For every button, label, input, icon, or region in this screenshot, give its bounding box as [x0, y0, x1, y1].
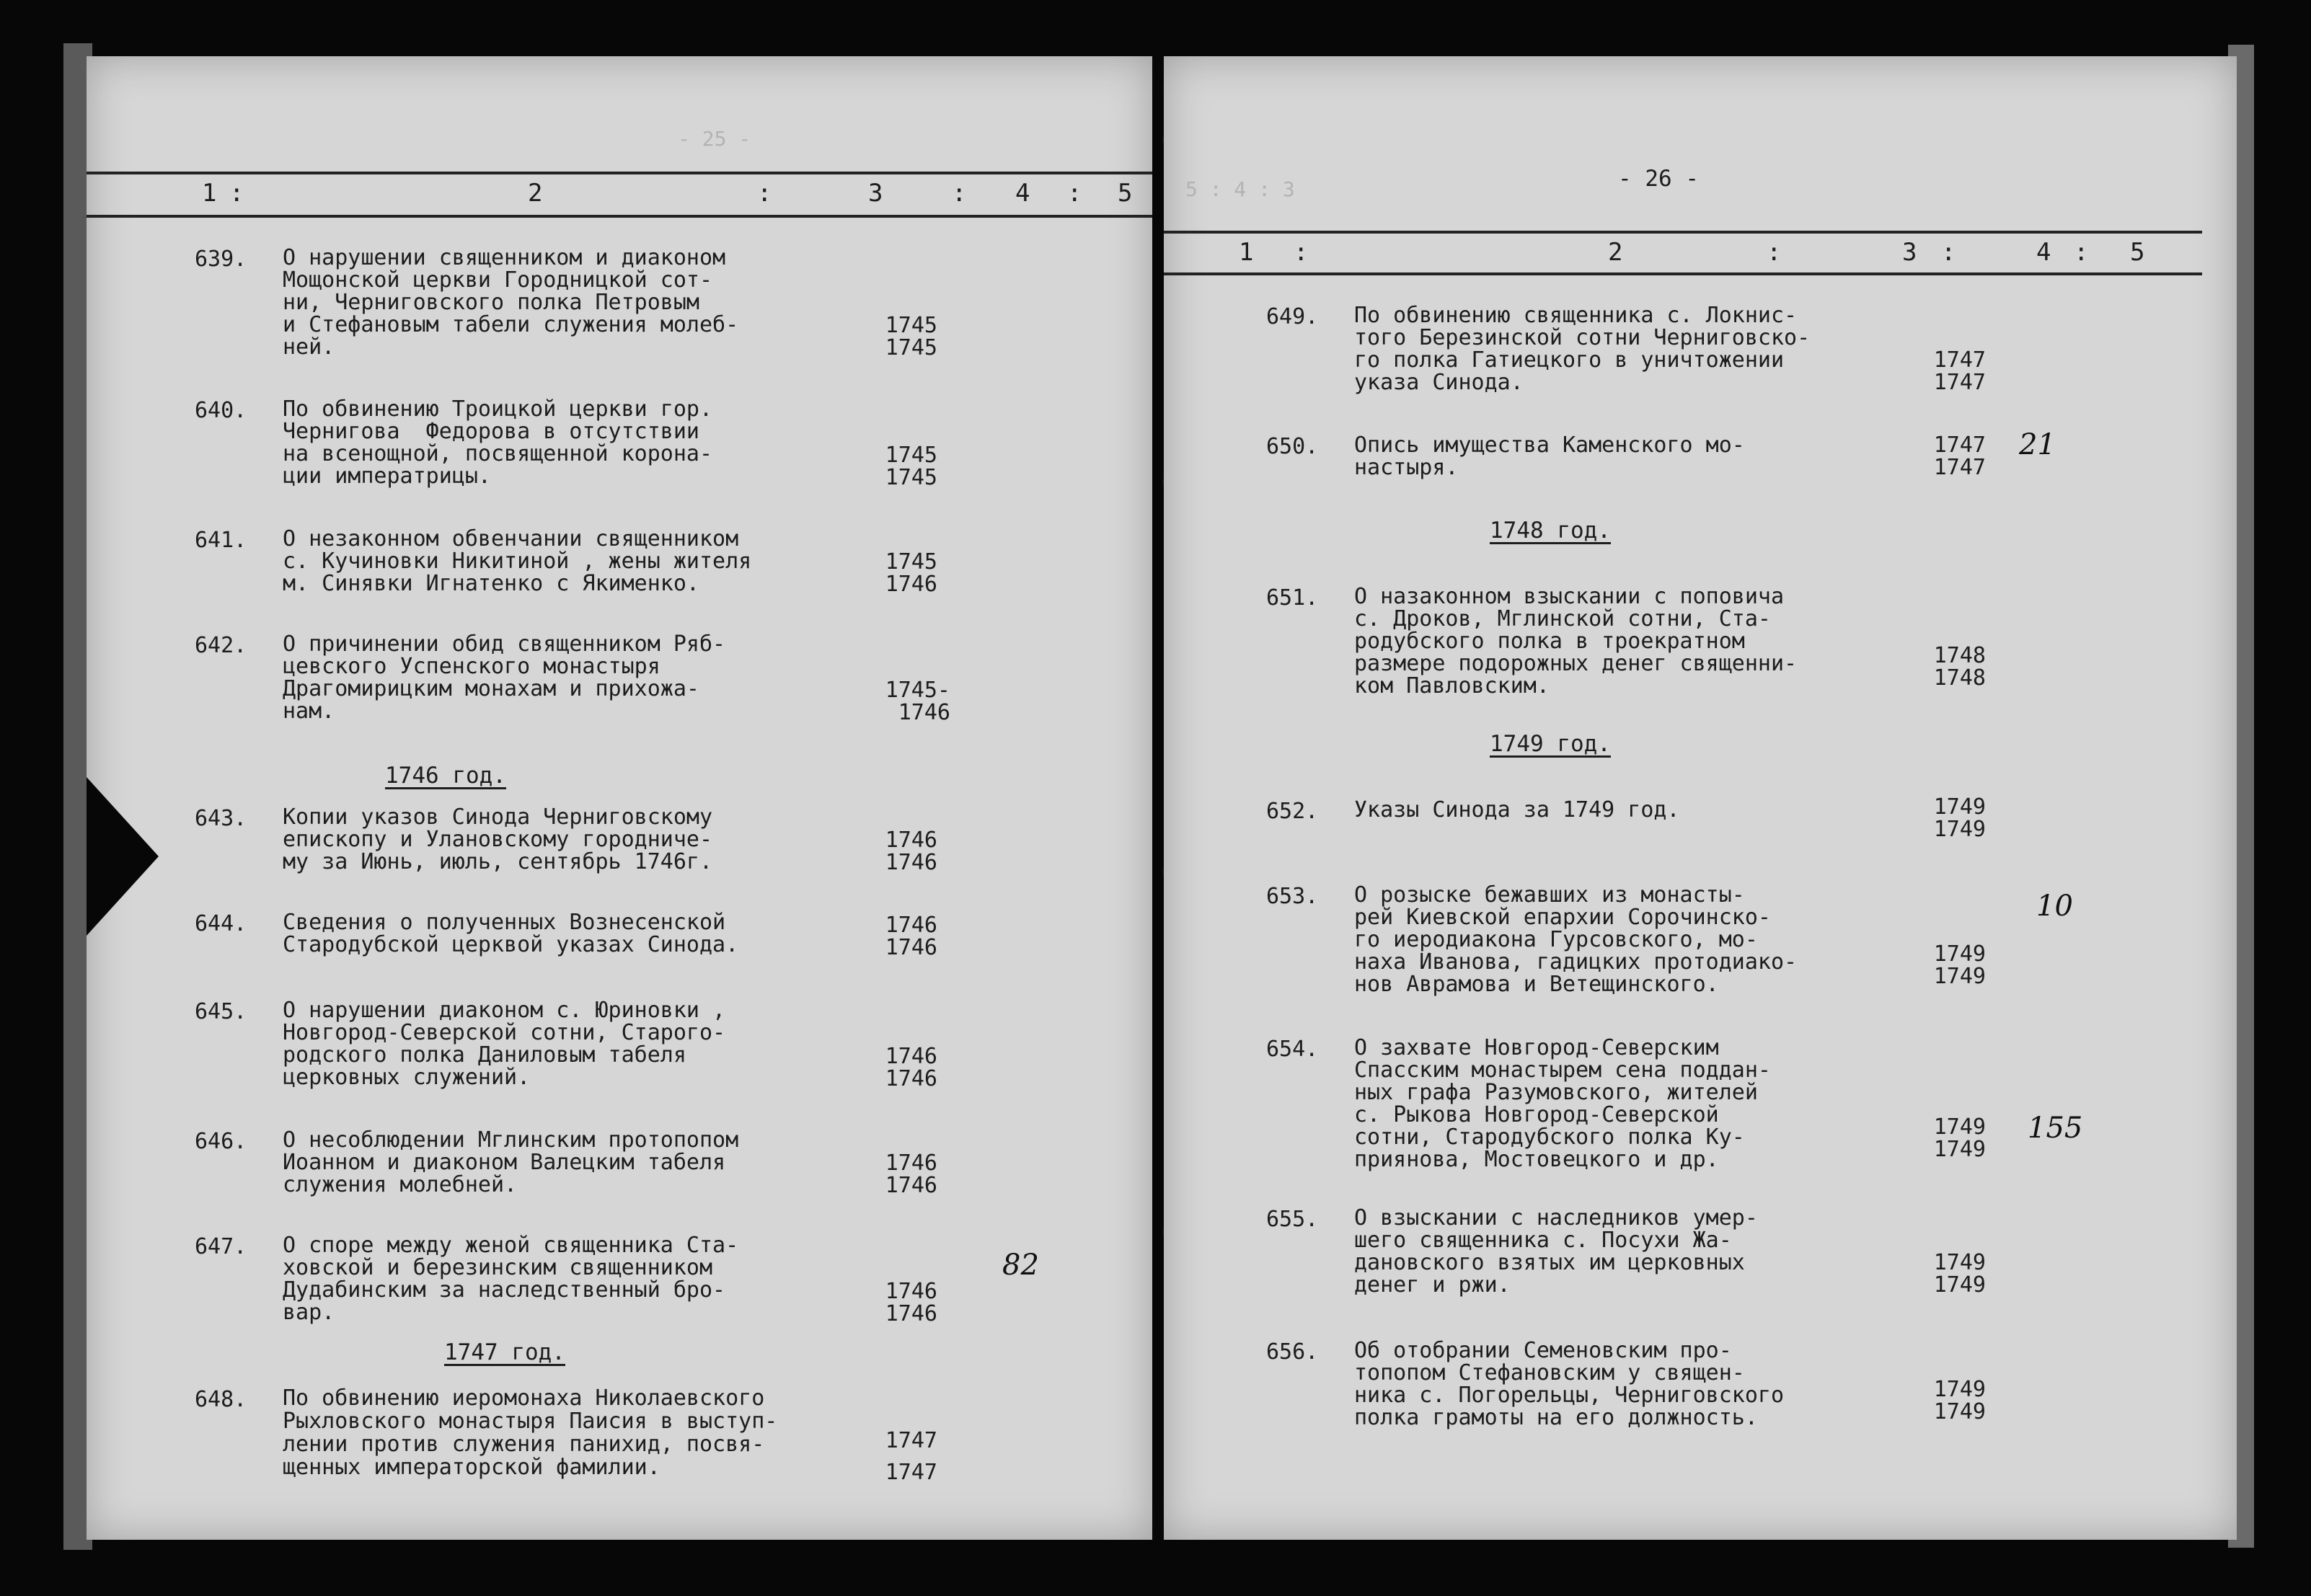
column-header-2: 2: [528, 179, 543, 208]
entry-number: 656.: [1266, 1339, 1319, 1365]
entry-number: 653.: [1266, 884, 1319, 909]
entry-number: 641.: [195, 528, 247, 553]
handwritten-note: 155: [2028, 1112, 2083, 1145]
entry-years: 1747 1747: [885, 1428, 937, 1485]
column-header-3: 3: [868, 179, 883, 208]
entry-years: 1749 1749: [1933, 1114, 1986, 1162]
entry-description: О споре между женой священника Ста- ховской и березинским священником Дудабинским за наследственный бро- вар.: [283, 1233, 739, 1325]
header-rule-top: [87, 172, 1152, 174]
entry-years: 1746 1746: [885, 913, 937, 960]
entry-number: 644.: [195, 911, 247, 936]
entry-number: 650.: [1266, 434, 1319, 459]
entry-description: О нарушении священником и диаконом Мощонской церкви Городницкой сот- ни, Черниговского полка Петровым и Стефановым табели служения молеб- ней.: [283, 245, 739, 360]
year-heading: 1749 год.: [1490, 731, 1611, 757]
handwritten-note: 21: [2019, 428, 2056, 461]
entry-years: 1746 1746: [885, 1279, 937, 1326]
column-header-5: 5: [1118, 179, 1133, 208]
entry-description: По обвинению иеромонаха Николаевского Рыхловского монастыря Паисия в выступ- лении против служения панихид, посвя- щенных императорской фамилии.: [283, 1386, 778, 1480]
column-separator: :: [1767, 238, 1782, 267]
entry-description: О незаконном обвенчании священником с. Кучиновки Никитиной , жены жителя м. Синявки Игнатенко с Якименко.: [283, 526, 752, 596]
column-separator: :: [757, 179, 772, 208]
handwritten-note: 82: [1002, 1249, 1039, 1282]
entry-number: 642.: [195, 633, 247, 658]
entry-number: 640.: [195, 398, 247, 423]
entry-years: 1749 1749: [1933, 794, 1986, 842]
entry-description: О причинении обид священником Ряб- цевского Успенского монастыря Драгомирицким монахам и прихожа- нам.: [283, 631, 726, 724]
column-separator: :: [2074, 238, 2089, 267]
entry-years: 1749 1749: [1933, 1250, 1986, 1298]
column-separator: :: [952, 179, 967, 208]
column-header-3: 3: [1902, 238, 1917, 267]
column-separator: :: [1294, 238, 1309, 267]
entry-years: 1745 1745: [885, 443, 937, 490]
entry-description: О розыске бежавших из монасты- рей Киевской епархии Сорочинско- го иеродиакона Гурсовского, мо- наха Иванова, гадицких протодиако- нов Аврамова и Ветещинского.: [1354, 882, 1798, 997]
column-header-4: 4: [1015, 179, 1030, 208]
entry-number: 645.: [195, 999, 247, 1024]
entry-description: О нарушении диаконом с. Юриновки , Новгород-Северской сотни, Старого- родского полка Даниловым табеля церковных служений.: [283, 998, 726, 1090]
column-separator: :: [229, 179, 244, 208]
entry-years: 1749 1749: [1933, 941, 1986, 989]
entry-number: 647.: [195, 1234, 247, 1259]
entry-years: 1747 1747: [1933, 433, 1986, 480]
entry-description: По обвинению священника с. Локнис- того Березинской сотни Черниговско- го полка Гатиецкого в уничтожении указа Синода.: [1354, 303, 1811, 395]
page-number: - 26 -: [1618, 166, 1699, 192]
column-header-4: 4: [2036, 238, 2051, 267]
entry-number: 652.: [1266, 799, 1319, 824]
header-rule-bottom: [1164, 272, 2202, 275]
entry-years: 1746 1746: [885, 1151, 937, 1198]
entry-description: Об отобрании Семеновским про- топопом Стефановским у священ- ника с. Погорельцы, Черниговского полка грамоты на его должность.: [1354, 1338, 1785, 1430]
entry-number: 646.: [195, 1129, 247, 1154]
entry-description: О захвате Новгород-Северским Спасским монастырем сена поддан- ных графа Разумовского, жителей с. Рыкова Новгород-Северской сотни, Стародубского полка Ку- приянова, Мостовецкого и др.: [1354, 1035, 1771, 1172]
entry-description: По обвинению Троицкой церкви гор. Чернигова Федорова в отсутствии на всенощной, посвященной корона- ции императрицы.: [283, 396, 713, 489]
column-header-2: 2: [1608, 238, 1623, 267]
entry-number: 639.: [195, 247, 247, 272]
entry-years: 1749 1749: [1933, 1377, 1986, 1424]
right-page: [1164, 56, 2237, 1540]
column-header-1: 1: [202, 179, 217, 208]
entry-years: 1746 1746: [885, 828, 937, 875]
entry-number: 648.: [195, 1387, 247, 1412]
entry-description: О несоблюдении Мглинским протопопом Иоанном и диаконом Валецким табеля служения молебней.: [283, 1127, 739, 1197]
column-header-1: 1: [1239, 238, 1254, 267]
entry-description: Сведения о полученных Вознесенской Стародубской церквой указах Синода.: [283, 910, 739, 957]
entry-years: 1748 1748: [1933, 643, 1986, 691]
column-header-5: 5: [2130, 238, 2145, 267]
entry-years: 1745 1745: [885, 313, 937, 360]
entry-number: 655.: [1266, 1207, 1319, 1232]
entry-number: 643.: [195, 806, 247, 831]
left-page: [87, 56, 1152, 1540]
entry-years: 1745- 1746: [885, 678, 950, 725]
entry-description: О взыскании с наследников умер- шего священника с. Посухи Жа- дановского взятых им церковных денег и ржи.: [1354, 1205, 1758, 1298]
entry-years: 1747 1747: [1933, 347, 1986, 395]
year-heading: 1747 год.: [444, 1339, 565, 1365]
header-rule-bottom: [87, 215, 1152, 218]
year-heading: 1746 год.: [385, 763, 506, 789]
header-rule-top: [1164, 231, 2202, 234]
entry-description: Опись имущества Каменского мо- настыря.: [1354, 433, 1745, 480]
entry-years: 1745 1746: [885, 549, 937, 597]
entry-number: 649.: [1266, 304, 1319, 329]
bleed-through-text: 5 : 4 : 3: [1185, 177, 1295, 201]
year-heading: 1748 год.: [1490, 518, 1611, 544]
bleed-through-text: - 25 -: [678, 127, 751, 151]
binding-notch: [87, 777, 159, 936]
entry-number: 654.: [1266, 1037, 1319, 1062]
handwritten-note: 10: [2036, 890, 2073, 923]
entry-description: Указы Синода за 1749 год.: [1354, 797, 1680, 823]
entry-number: 651.: [1266, 585, 1319, 611]
entry-description: О назаконном взыскании с поповича с. Дроков, Мглинской сотни, Ста- родубского полка в троекратном размере подорожных денег священни- ком Павловским.: [1354, 584, 1798, 699]
entry-years: 1746 1746: [885, 1044, 937, 1091]
column-separator: :: [1941, 238, 1956, 267]
entry-description: Копии указов Синода Черниговскому епископу и Улановскому городниче- му за Июнь, июль, сентябрь 1746г.: [283, 804, 713, 874]
column-separator: :: [1067, 179, 1082, 208]
